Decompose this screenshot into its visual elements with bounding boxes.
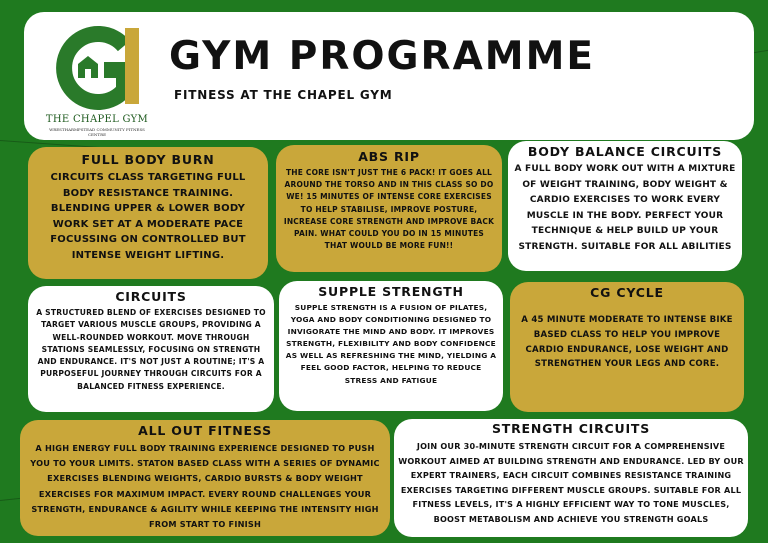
logo-name: THE CHAPEL GYM	[45, 114, 149, 125]
logo-tagline: WRESTHARMPSTEAD COMMUNITY FITNESS CENTRE	[49, 127, 145, 137]
class-description: JOIN OUR 30-MINUTE STRENGTH CIRCUIT FOR A COMPREHENSIVE WORKOUT AIMED AT BUILDING STRENGTH AND ENDURANCE. LED BY OUR EXPERT TRAINERS, EACH CIRCUIT COMBINES RESISTANCE TRAINING EXERCISES TARGETING DIFFERENT MUSCLE GROUPS. SUITABLE FOR ALL FITNESS LEVELS, IT'S A HIGHLY EFFICIENT WAY TO TONE MUSCLES, BOOST METABOLISM AND ACHIEVE YOU STRENGTH GOALS	[398, 441, 744, 524]
class-card-body-balance-circuits	[508, 141, 742, 271]
class-title: CIRCUITS	[115, 289, 187, 304]
class-card-all-out-fitness	[20, 420, 390, 536]
class-card-circuits	[28, 286, 274, 412]
class-title: FULL BODY BURN	[81, 152, 215, 167]
class-description: SUPPLE STRENGTH IS A FUSION OF PILATES, YOGA AND BODY CONDITIONING DESIGNED TO INVIGORATE THE MIND AND BODY. IT IMPROVES STRENGTH, FLEXIBILITY AND BODY CONFIDENCE AS WELL AS REFRESHING THE MIND, YIELDING A FEEL GOOD FACTOR, HELPING TO REDUCE STRESS AND FATIGUE	[285, 303, 497, 385]
class-title: BODY BALANCE CIRCUITS	[527, 144, 723, 159]
page-title: GYM PROGRAMME	[169, 34, 596, 79]
class-title: SUPPLE STRENGTH	[318, 284, 464, 299]
class-description: A 45 MINUTE MODERATE TO INTENSE BIKE BASED CLASS TO HELP YOU IMPROVE CARDIO ENDURANCE, LOSE WEIGHT AND STRENGTHEN YOUR LEGS AND CORE.	[521, 315, 733, 370]
class-card-cg-cycle	[510, 282, 744, 412]
cg-logo-icon	[42, 18, 152, 114]
class-title: STRENGTH CIRCUITS	[491, 421, 651, 436]
class-title: CG CYCLE	[590, 285, 664, 300]
header-banner	[24, 12, 754, 140]
class-card-strength-circuits	[394, 419, 748, 537]
class-card-full-body-burn	[28, 147, 268, 279]
class-description: A STRUCTURED BLEND OF EXERCISES DESIGNED TO TARGET VARIOUS MUSCLE GROUPS, PROVIDING A WELL-ROUNDED WORKOUT. MOVE THROUGH STATIONS SEAMLESSLY, FOCUSING ON STRENGTH AND ENDURANCE. IT'S NOT JUST A ROUTINE; IT'S A PURPOSEFUL JOURNEY THROUGH CIRCUITS FOR A BALANCED FITNESS EXPERIENCE.	[36, 308, 266, 391]
class-title: ALL OUT FITNESS	[138, 423, 272, 438]
class-title: ABS RIP	[358, 149, 420, 164]
page-subtitle: FITNESS AT THE CHAPEL GYM	[174, 88, 393, 102]
chapel-gym-logo	[42, 18, 152, 136]
class-description: THE CORE ISN'T JUST THE 6 PACK! IT GOES ALL AROUND THE TORSO AND IN THIS CLASS SO DO WE! 15 MINUTES OF INTENSE CORE EXERCISES TO HELP STABILISE, IMPROVE POSTURE, INCREASE CORE STRENGTH AND IMPROVE BACK PAIN. WHAT COULD YOU DO IN 15 MINUTES THAT WOULD BE MORE FUN!!	[283, 168, 495, 251]
class-description: CIRCUITS CLASS TARGETING FULL BODY RESISTANCE TRAINING. BLENDING UPPER & LOWER BODY WORK SET AT A MODERATE PACE FOCUSSING ON CONTROLLED BUT INTENSE WEIGHT LIFTING.	[50, 172, 246, 261]
class-card-supple-strength	[279, 281, 503, 411]
class-description: A HIGH ENERGY FULL BODY TRAINING EXPERIENCE DESIGNED TO PUSH YOU TO YOUR LIMITS. STATON BASED CLASS WITH A SERIES OF DYNAMIC EXERCISES BLENDING WEIGHTS, CARDIO BURSTS & BODY WEIGHT EXERCISES FOR MAXIMUM IMPACT. EVERY ROUND CHALLENGES YOUR STRENGTH, ENDURANCE & AGILITY WHILE KEEPING THE INTENSITY HIGH FROM START TO FINISH	[30, 443, 380, 530]
class-description: A FULL BODY WORK OUT WITH A MIXTURE OF WEIGHT TRAINING, BODY WEIGHT & CARDIO EXERCISES TO WORK EVERY MUSCLE IN THE BODY. PERFECT YOUR TECHNIQUE & HELP BUILD UP YOUR STRENGTH. SUITABLE FOR ALL ABILITIES	[514, 164, 736, 252]
class-card-abs-rip	[276, 145, 502, 272]
